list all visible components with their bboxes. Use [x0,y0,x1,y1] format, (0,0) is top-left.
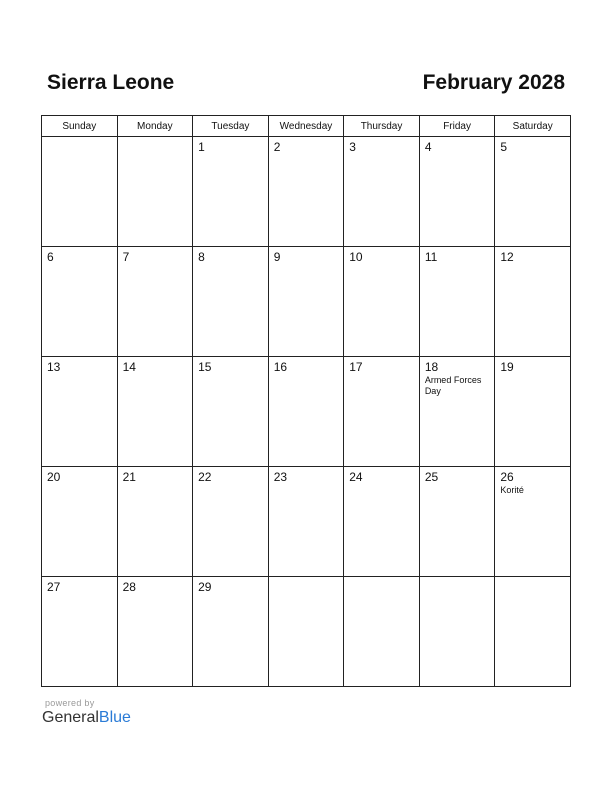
day-cell [419,247,495,357]
day-cell [193,467,269,577]
day-cell [268,137,344,247]
day-number: 27 [47,580,61,594]
day-number: 2 [273,140,281,154]
day-number: 23 [273,470,288,484]
day-number: 14 [122,360,136,374]
day-cell [344,467,420,577]
day-cell [495,247,571,357]
day-cell [419,577,495,687]
day-number: 25 [424,470,439,484]
day-cell [42,357,118,467]
day-number [420,577,495,581]
calendar-grid [41,115,571,687]
day-number: 16 [273,360,288,374]
brand-blue-text: Blue [98,709,131,726]
day-number: 29 [198,580,212,594]
day-cell [117,247,193,357]
day-number: 17 [349,360,363,374]
day-number: 4 [424,140,432,154]
day-cell [344,577,420,687]
day-cell [495,137,571,247]
day-number [118,137,193,141]
day-number: 19 [500,360,514,374]
day-cell [42,247,118,357]
day-cell [495,357,571,467]
day-cell [344,357,420,467]
day-number: 5 [500,140,508,154]
country-title: Sierra Leone [47,71,175,94]
month-year-title: February 2028 [422,71,565,94]
day-cell [268,357,344,467]
day-number: 1 [198,140,205,154]
day-number: 6 [47,250,54,264]
day-number: 28 [122,580,136,594]
holiday-label: Armed Forces Day [424,375,482,396]
day-cell [268,247,344,357]
day-number: 11 [424,250,438,264]
day-cell [495,577,571,687]
day-number [344,577,419,581]
week-row [42,357,571,467]
day-cell [117,137,193,247]
day-cell [268,467,344,577]
day-number: 3 [349,140,356,154]
day-number: 8 [198,250,205,264]
day-number: 22 [198,470,212,484]
weekday-header: Thursday [344,116,420,137]
day-cell [495,467,571,577]
day-cell [193,357,269,467]
day-cell [344,247,420,357]
day-number: 10 [349,250,363,264]
day-cell [419,467,495,577]
day-number: 7 [122,250,130,264]
day-cell [42,137,118,247]
day-number: 26 [500,470,514,484]
day-cell [117,467,193,577]
day-cell [193,247,269,357]
weekday-header: Saturday [495,116,571,137]
day-number [269,577,344,581]
day-cell [117,577,193,687]
day-number: 13 [47,360,61,374]
day-number [42,137,117,141]
day-number: 24 [349,470,363,484]
day-number: 20 [47,470,61,484]
brand-general-text: General [42,709,99,726]
powered-by-text: powered by [45,698,95,708]
day-number: 21 [122,470,136,484]
holiday-label: Korité [500,485,524,495]
day-number: 9 [273,250,281,264]
day-cell [419,137,495,247]
weekday-header: Monday [117,116,193,137]
day-cell [117,357,193,467]
day-number: 15 [198,360,212,374]
day-cell [268,577,344,687]
day-number: 12 [500,250,514,264]
day-cell [419,357,495,467]
weekday-header: Wednesday [268,116,344,137]
weekday-header: Friday [419,116,495,137]
day-cell [344,137,420,247]
day-cell [42,577,118,687]
weekday-header: Tuesday [193,116,269,137]
day-number: 18 [424,360,439,374]
weekday-header-row [42,116,571,137]
week-row [42,467,571,577]
week-row [42,137,571,247]
week-row [42,577,571,687]
day-cell [193,577,269,687]
weekday-header: Sunday [42,116,118,137]
day-cell [193,137,269,247]
generalblue-logo[interactable] [42,709,131,727]
week-row [42,247,571,357]
day-number [495,577,570,581]
day-cell [42,467,118,577]
